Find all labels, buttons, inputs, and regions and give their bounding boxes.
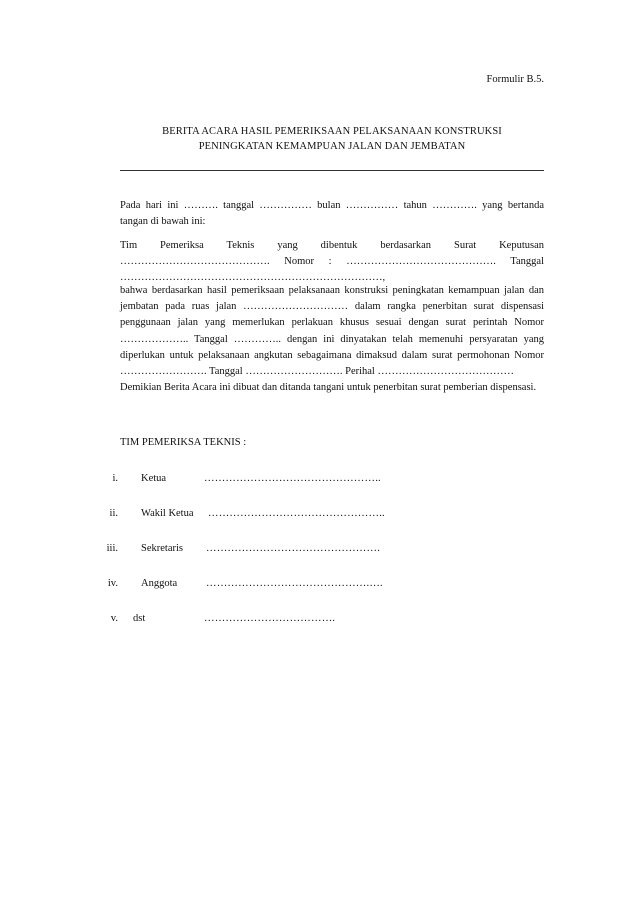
member-role: Wakil Ketua — [141, 508, 194, 519]
member-row-vice-chair — [88, 508, 385, 524]
member-number: iii. — [106, 543, 118, 554]
member-role: Sekretaris — [141, 543, 183, 554]
signature-line: ………………………………. — [204, 613, 336, 624]
member-number: ii. — [109, 508, 118, 519]
form-code: Formulir B.5. — [486, 74, 544, 85]
member-number: i. — [112, 473, 118, 484]
member-number: v. — [110, 613, 118, 624]
title-line-2: PENINGKATAN KEMAMPUAN JALAN DAN JEMBATAN — [198, 141, 466, 152]
member-row-chair — [88, 473, 381, 489]
title-line-1: BERITA ACARA HASIL PEMERIKSAAN PELAKSANAAN KONSTRUKSI — [162, 126, 502, 137]
signature-line: ………………………………………….. — [204, 473, 381, 484]
paragraph-decree: Tim Pemeriksa Teknis yang dibentuk berdasarkan Surat Keputusan ……………………………………. Nomor : ……………………………………. Tanggal …………………………………………………………………, — [120, 240, 544, 284]
signature-line: ………………………………………….. — [208, 508, 385, 519]
document-title — [120, 124, 544, 154]
signature-line: ……………………………………….…. — [206, 578, 383, 589]
member-number: iv. — [107, 578, 118, 589]
member-role: dst — [133, 613, 146, 624]
paragraph-findings: bahwa berdasarkan hasil pemeriksaan pelaksanaan konstruksi peningkatan kemampuan jalan dan jembatan pada ruas jalan ………………………… dalam rangka penerbitan surat dispensasi penggunaan jalan yang memerlukan perlakuan khusus sesuai dengan surat perintah Nomor ……………….. Tanggal ………….. dengan ini dinyatakan telah memenuhi persyaratan yang diperlukan untuk pelaksanaan angkutan sebagaimana dimaksud dalam surat permohonan Nomor ……………………. Tanggal ………………………. Perihal ………………………………… — [120, 285, 544, 378]
member-role: Ketua — [141, 473, 167, 484]
member-row-secretary — [88, 543, 381, 559]
paragraph-closing: Demikian Berita Acara ini dibuat dan ditanda tangani untuk penerbitan surat pemberian dispensasi. — [120, 382, 537, 393]
member-row-etc — [88, 613, 368, 629]
member-role: Anggota — [141, 578, 178, 589]
paragraph-date: Pada hari ini ………. tanggal …………… bulan …………… tahun …………. yang bertanda tangan di bawah ini: — [120, 200, 544, 228]
title-divider — [120, 170, 544, 171]
team-heading: TIM PEMERIKSA TEKNIS : — [120, 437, 247, 448]
signature-line: …………………………………………. — [206, 543, 381, 554]
member-row-member — [88, 578, 383, 594]
